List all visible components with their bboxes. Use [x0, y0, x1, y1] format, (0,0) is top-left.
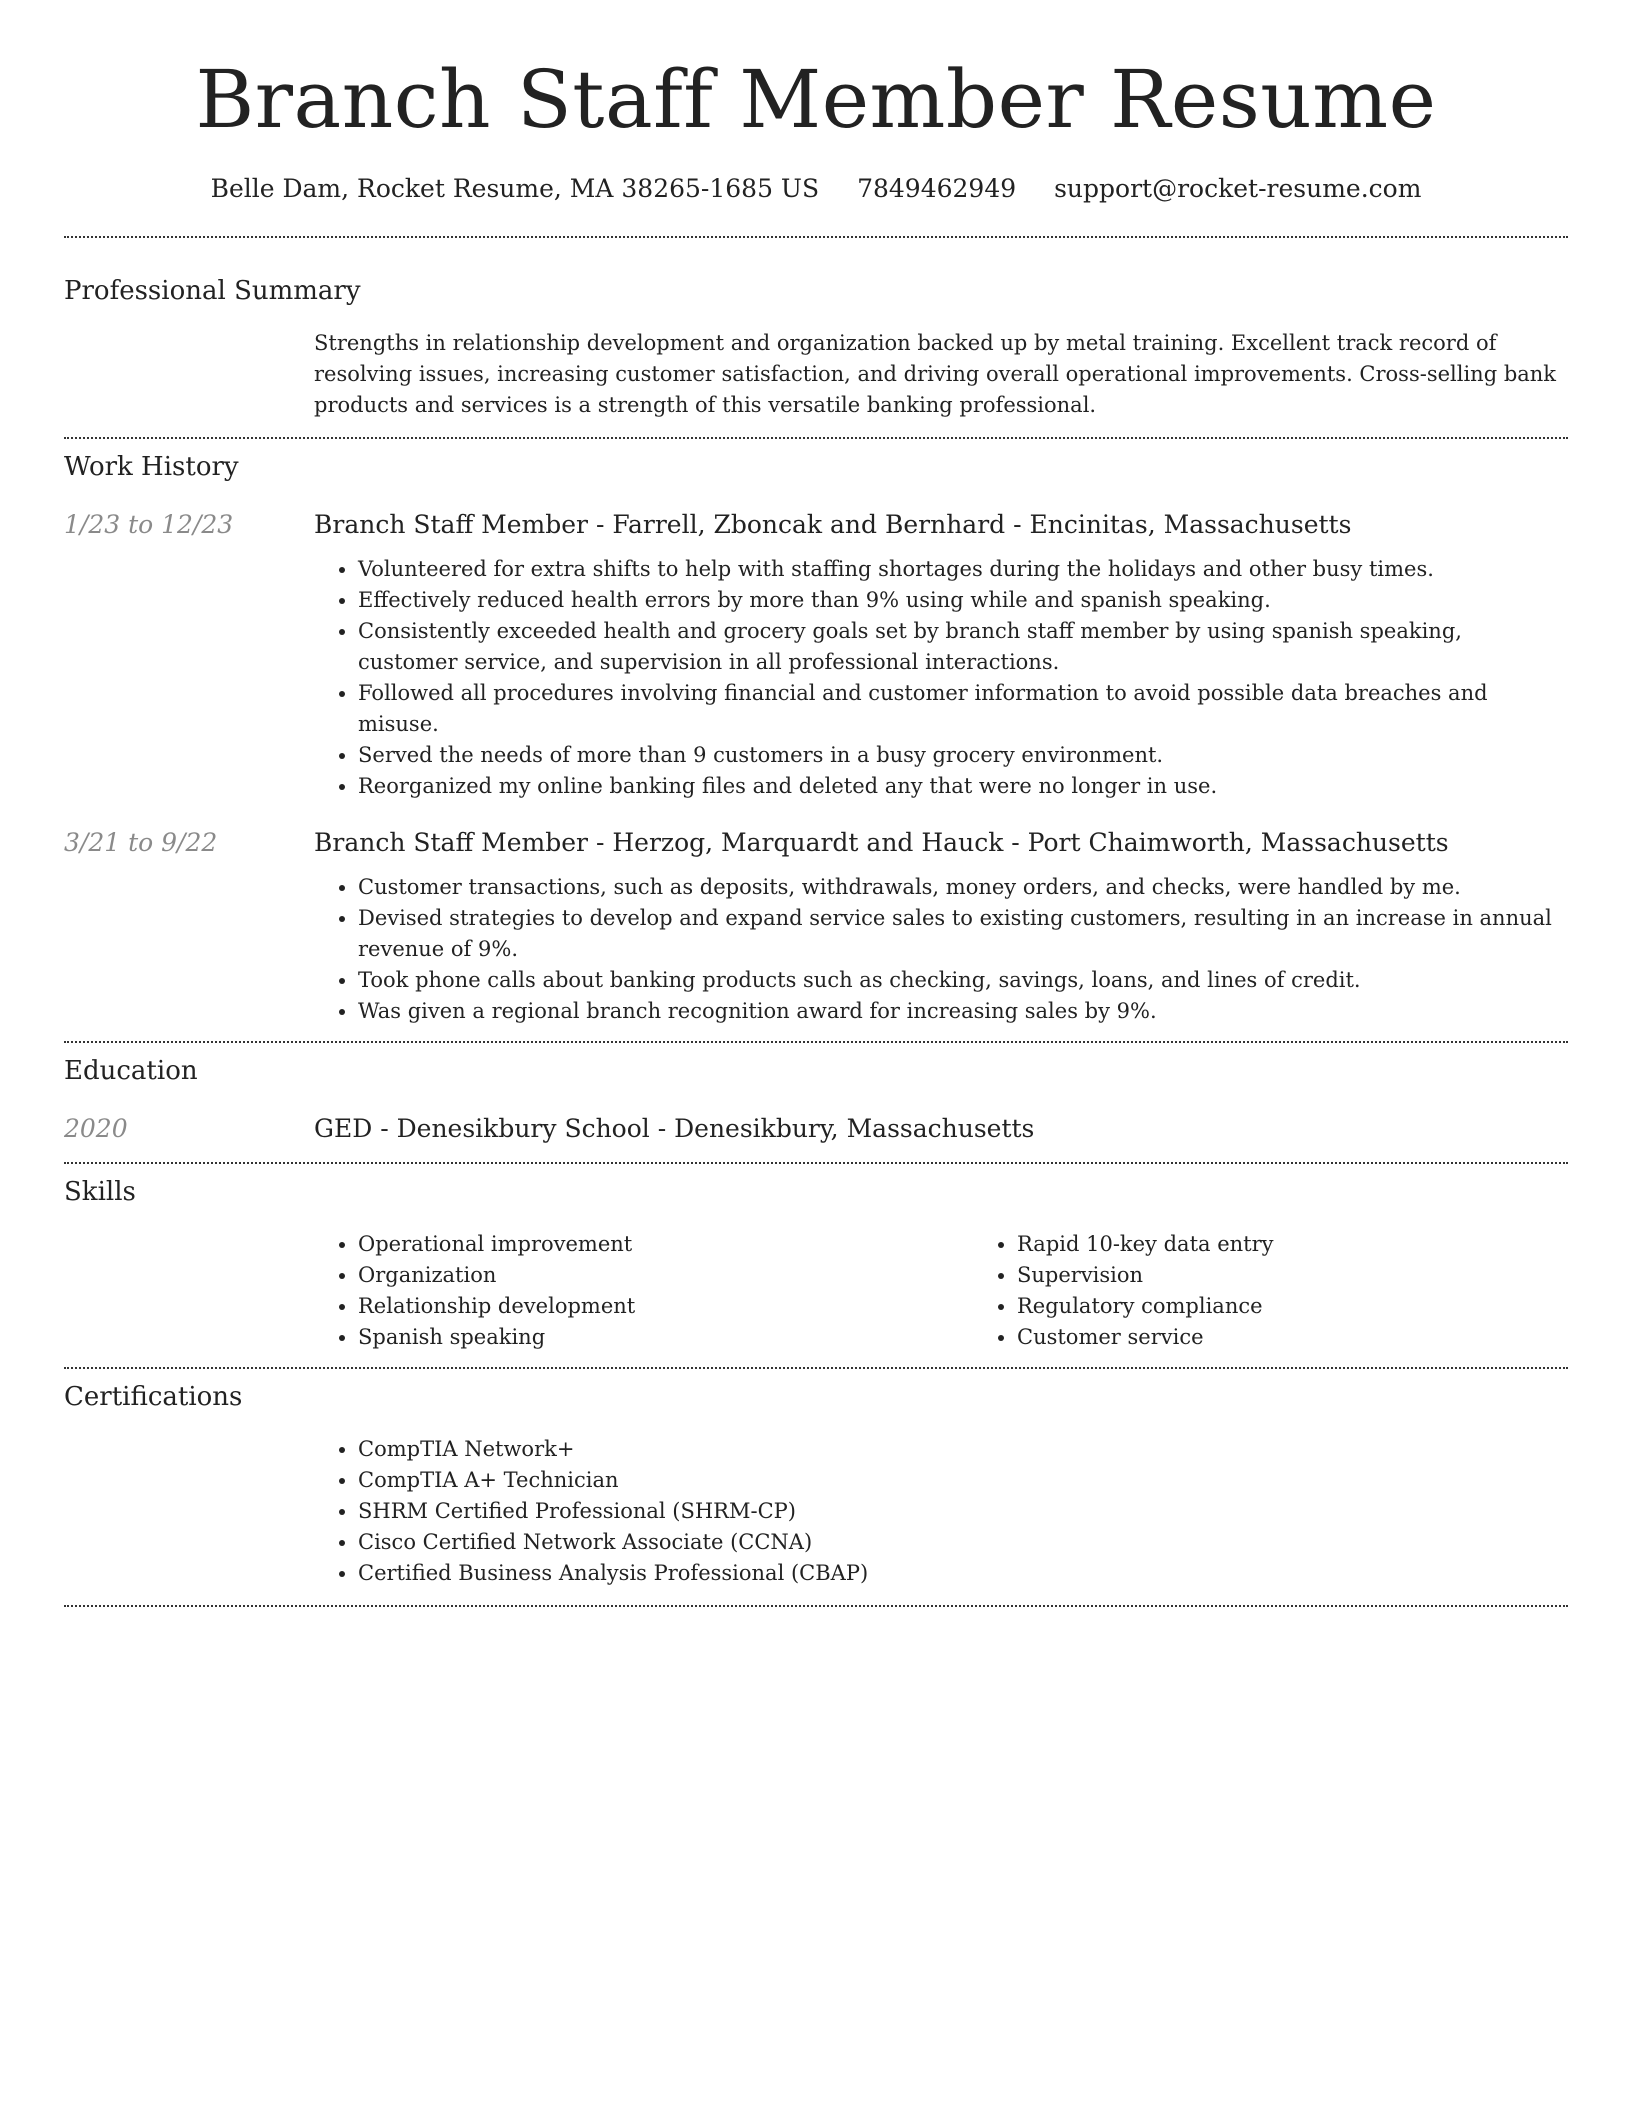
- list-item: • Served the needs of more than 9 customers in a busy grocery environment.: [358, 740, 1568, 771]
- education-entry: [64, 1112, 1568, 1146]
- list-item: • Certified Business Analysis Professional (CBAP): [358, 1558, 1568, 1589]
- list-item: • Customer transactions, such as deposits, withdrawals, money orders, and checks, were handled by me.: [358, 872, 1568, 903]
- list-item: • Reorganized my online banking files and deleted any that were no longer in use.: [358, 771, 1568, 802]
- certifications-list: [314, 1434, 1568, 1589]
- job-dates: 1/23 to 12/23: [64, 510, 234, 539]
- section-title-work-history: Work History: [64, 452, 239, 482]
- list-item: • Operational improvement: [358, 1229, 973, 1260]
- list-item: • Customer service: [1017, 1322, 1632, 1353]
- list-item: • Consistently exceeded health and grocery goals set by branch staff member by using spanish speaking, customer service, and supervision in all professional interactions.: [358, 616, 1568, 678]
- section-title-education: Education: [64, 1056, 198, 1086]
- list-item: • CompTIA A+ Technician: [358, 1465, 1568, 1496]
- contact-line: [64, 172, 1568, 206]
- list-item: • Effectively reduced health errors by more than 9% using while and spanish speaking.: [358, 585, 1568, 616]
- section-title-summary: Professional Summary: [64, 276, 361, 306]
- list-item: • CompTIA Network+: [358, 1434, 1568, 1465]
- job-title: Branch Staff Member - Farrell, Zboncak and Bernhard - Encinitas, Massachusetts: [314, 510, 1352, 539]
- list-item: • Was given a regional branch recognition award for increasing sales by 9%.: [358, 996, 1568, 1027]
- section-title-certifications: Certifications: [64, 1382, 243, 1412]
- contact-address: Belle Dam, Rocket Resume, MA 38265-1685 US: [210, 174, 820, 203]
- list-item: • Supervision: [1017, 1260, 1632, 1291]
- education-title: GED - Denesikbury School - Denesikbury, Massachusetts: [314, 1114, 1035, 1143]
- section-title-skills: Skills: [64, 1177, 136, 1207]
- education-section: [64, 1043, 1568, 1146]
- summary-text: Strengths in relationship development and organization backed up by metal training. Excellent track record of resolving issues, increasing customer satisfaction, and driving overall operational improvements. Cross-selling bank products and services is a strength of this versatile banking professional.: [314, 331, 1557, 417]
- skills-section: [64, 1164, 1568, 1353]
- job-dates: 3/21 to 9/22: [64, 828, 218, 857]
- list-item: • Devised strategies to develop and expand service sales to existing customers, resulting in an increase in annual revenue of 9%.: [358, 903, 1568, 965]
- skills-list-left: [314, 1229, 973, 1353]
- resume-title: Branch Staff Member Resume: [195, 53, 1437, 146]
- job-entry: [64, 826, 1568, 1027]
- list-item: • Organization: [358, 1260, 973, 1291]
- list-item: • Followed all procedures involving financial and customer information to avoid possible data breaches and misuse.: [358, 678, 1568, 740]
- certifications-section: [64, 1369, 1568, 1589]
- list-item: • Volunteered for extra shifts to help with staffing shortages during the holidays and other busy times.: [358, 554, 1568, 585]
- list-item: • Cisco Certified Network Associate (CCNA): [358, 1527, 1568, 1558]
- list-item: • Relationship development: [358, 1291, 973, 1322]
- education-date: 2020: [64, 1114, 128, 1143]
- list-item: • Spanish speaking: [358, 1322, 973, 1353]
- contact-phone: 7849462949: [857, 174, 1017, 203]
- list-item: • Regulatory compliance: [1017, 1291, 1632, 1322]
- summary-section: [64, 238, 1568, 421]
- job-bullets: [314, 554, 1568, 802]
- job-title: Branch Staff Member - Herzog, Marquardt and Hauck - Port Chaimworth, Massachusetts: [314, 828, 1449, 857]
- job-entry: [64, 508, 1568, 802]
- list-item: • SHRM Certified Professional (SHRM-CP): [358, 1496, 1568, 1527]
- list-item: • Rapid 10-key data entry: [1017, 1229, 1632, 1260]
- job-bullets: [314, 872, 1568, 1027]
- list-item: • Took phone calls about banking products such as checking, savings, loans, and lines of credit.: [358, 965, 1568, 996]
- contact-email: support@rocket-resume.com: [1054, 174, 1422, 203]
- work-history-section: [64, 439, 1568, 1027]
- divider: [64, 1605, 1568, 1607]
- skills-list-right: [973, 1229, 1632, 1353]
